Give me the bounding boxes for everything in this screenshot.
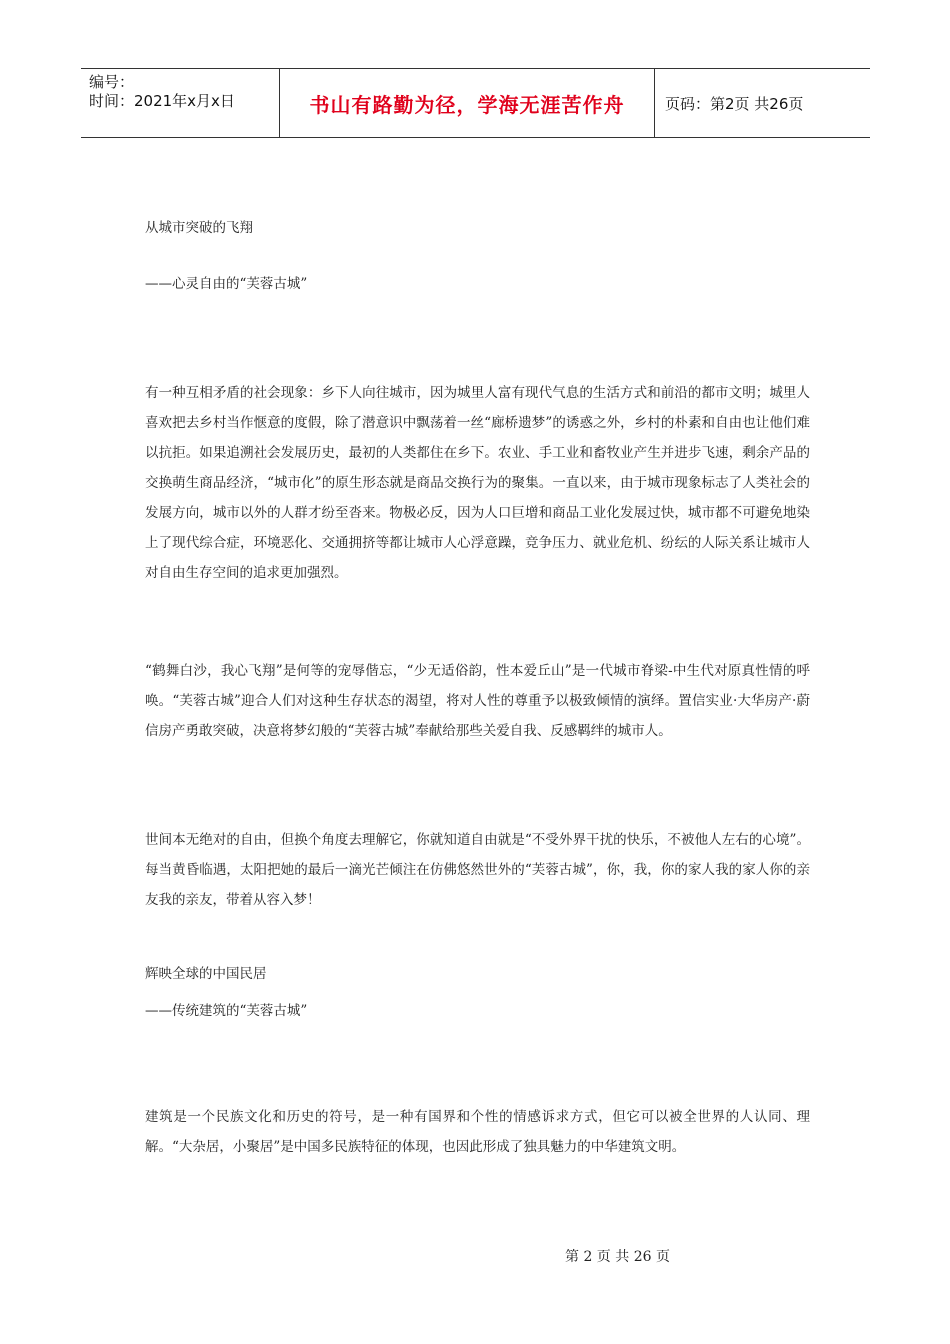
header-meta [81, 69, 280, 137]
date-label: 时间：2021年x月x日 [89, 92, 235, 110]
section1-paragraph-3: 世间本无绝对的自由，但换个角度去理解它，你就知道自由就是“不受外界干扰的快乐，不被他人左右的心境”。每当黄昏临遇，太阳把她的最后一滴光芒倾注在仿佛悠然世外的“芙蓉古城”，你，我，你的家人我的家人你的亲友我的亲友，带着从容入梦！ [145, 832, 810, 908]
serial-number-label: 编号： [89, 73, 135, 91]
section2-subtitle: ——传统建筑的“芙蓉古城” [145, 1003, 308, 1019]
section2-title: 辉映全球的中国民居 [145, 966, 267, 982]
page-header [81, 68, 870, 138]
section1-paragraph-1: 有一种互相矛盾的社会现象：乡下人向往城市，因为城里人富有现代气息的生活方式和前沿的都市文明；城里人喜欢把去乡村当作惬意的度假，除了潜意识中飘荡着一丝“廊桥遗梦”的诱惑之外，乡村的朴素和自由也让他们难以抗拒。如果追溯社会发展历史，最初的人类都住在乡下。农业、手工业和畜牧业产生并进步飞速，剩余产品的交换萌生商品经济，“城市化”的原生形态就是商品交换行为的聚集。一直以来，由于城市现象标志了人类社会的发展方向，城市以外的人群才纷至沓来。物极必反，因为人口巨增和商品工业化发展过快，城市都不可避免地染上了现代综合症，环境恶化、交通拥挤等都让城市人心浮意躁，竞争压力、就业危机、纷纭的人际关系让城市人对自由生存空间的追求更加强烈。 [145, 385, 810, 581]
page-footer: 第 2 页 共 26 页 [565, 1249, 670, 1265]
section1-subtitle: ——心灵自由的“芙蓉古城” [145, 276, 308, 292]
section2-paragraph-1: 建筑是一个民族文化和历史的符号，是一种有国界和个性的情感诉求方式，但它可以被全世界的人认同、理解。“大杂居，小聚居”是中国多民族特征的体现，也因此形成了独具魅力的中华建筑文明。 [145, 1109, 810, 1155]
section1-title: 从城市突破的飞翔 [145, 220, 253, 236]
header-motto: 书山有路勤为径，学海无涯苦作舟 [280, 69, 655, 137]
section1-paragraph-2: “鹤舞白沙，我心飞翔”是何等的宠辱偕忘，“少无适俗韵，性本爱丘山”是一代城市脊梁-中生代对原真性情的呼唤。“芙蓉古城”迎合人们对这种生存状态的渴望，将对人性的尊重予以极致倾情的演绎。置信实业·大华房产·蔚信房产勇敢突破，决意将梦幻般的“芙蓉古城”奉献给那些关爱自我、反感羁绊的城市人。 [145, 663, 810, 739]
header-page-info: 页码：第2页 共26页 [665, 94, 804, 113]
